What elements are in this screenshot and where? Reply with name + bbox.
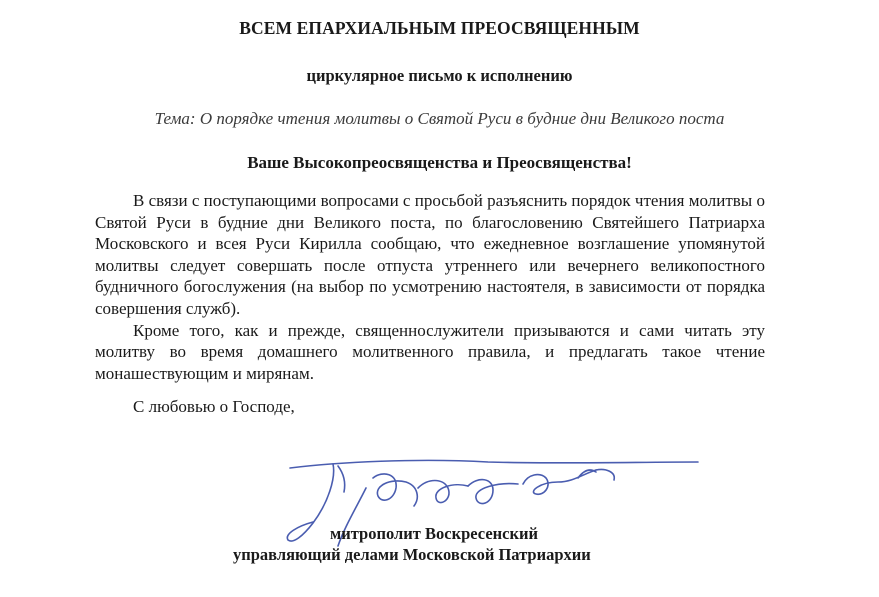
addressee-heading: ВСЕМ ЕПАРХИАЛЬНЫМ ПРЕОСВЯЩЕННЫМ bbox=[239, 18, 640, 38]
letter-body bbox=[95, 190, 765, 384]
signer-position: управляющий делами Московской Патриархии bbox=[233, 545, 591, 564]
greeting: Ваше Высокопреосвященства и Преосвященства! bbox=[247, 153, 632, 172]
topic-line: Тема: О порядке чтения молитвы о Святой Руси в будние дни Великого поста bbox=[154, 109, 725, 128]
paragraph-1: В связи с поступающими вопросами с просьбой разъяснить порядок чтения молитвы о Святой Руси в будние дни Великого поста, по благословению Святейшего Патриарха Московского и всея Руси Кирилла сообщаю, что ежедневное возглашение упомянутой молитвы следует совершать после отпуста утреннего или вечернего великопостного будничного богослужения (на выбор по усмотрению настоятеля, в зависимости от порядка совершения служб). bbox=[95, 191, 765, 318]
closing-phrase: С любовью о Господе, bbox=[133, 397, 295, 416]
signer-title: митрополит Воскресенский bbox=[330, 524, 538, 543]
circular-subtitle: циркулярное письмо к исполнению bbox=[306, 66, 573, 85]
paragraph-2: Кроме того, как и прежде, священнослужители призываются и сами читать эту молитву во время домашнего молитвенного правила, и предлагать такое чтение монашествующим и мирянам. bbox=[95, 320, 765, 383]
